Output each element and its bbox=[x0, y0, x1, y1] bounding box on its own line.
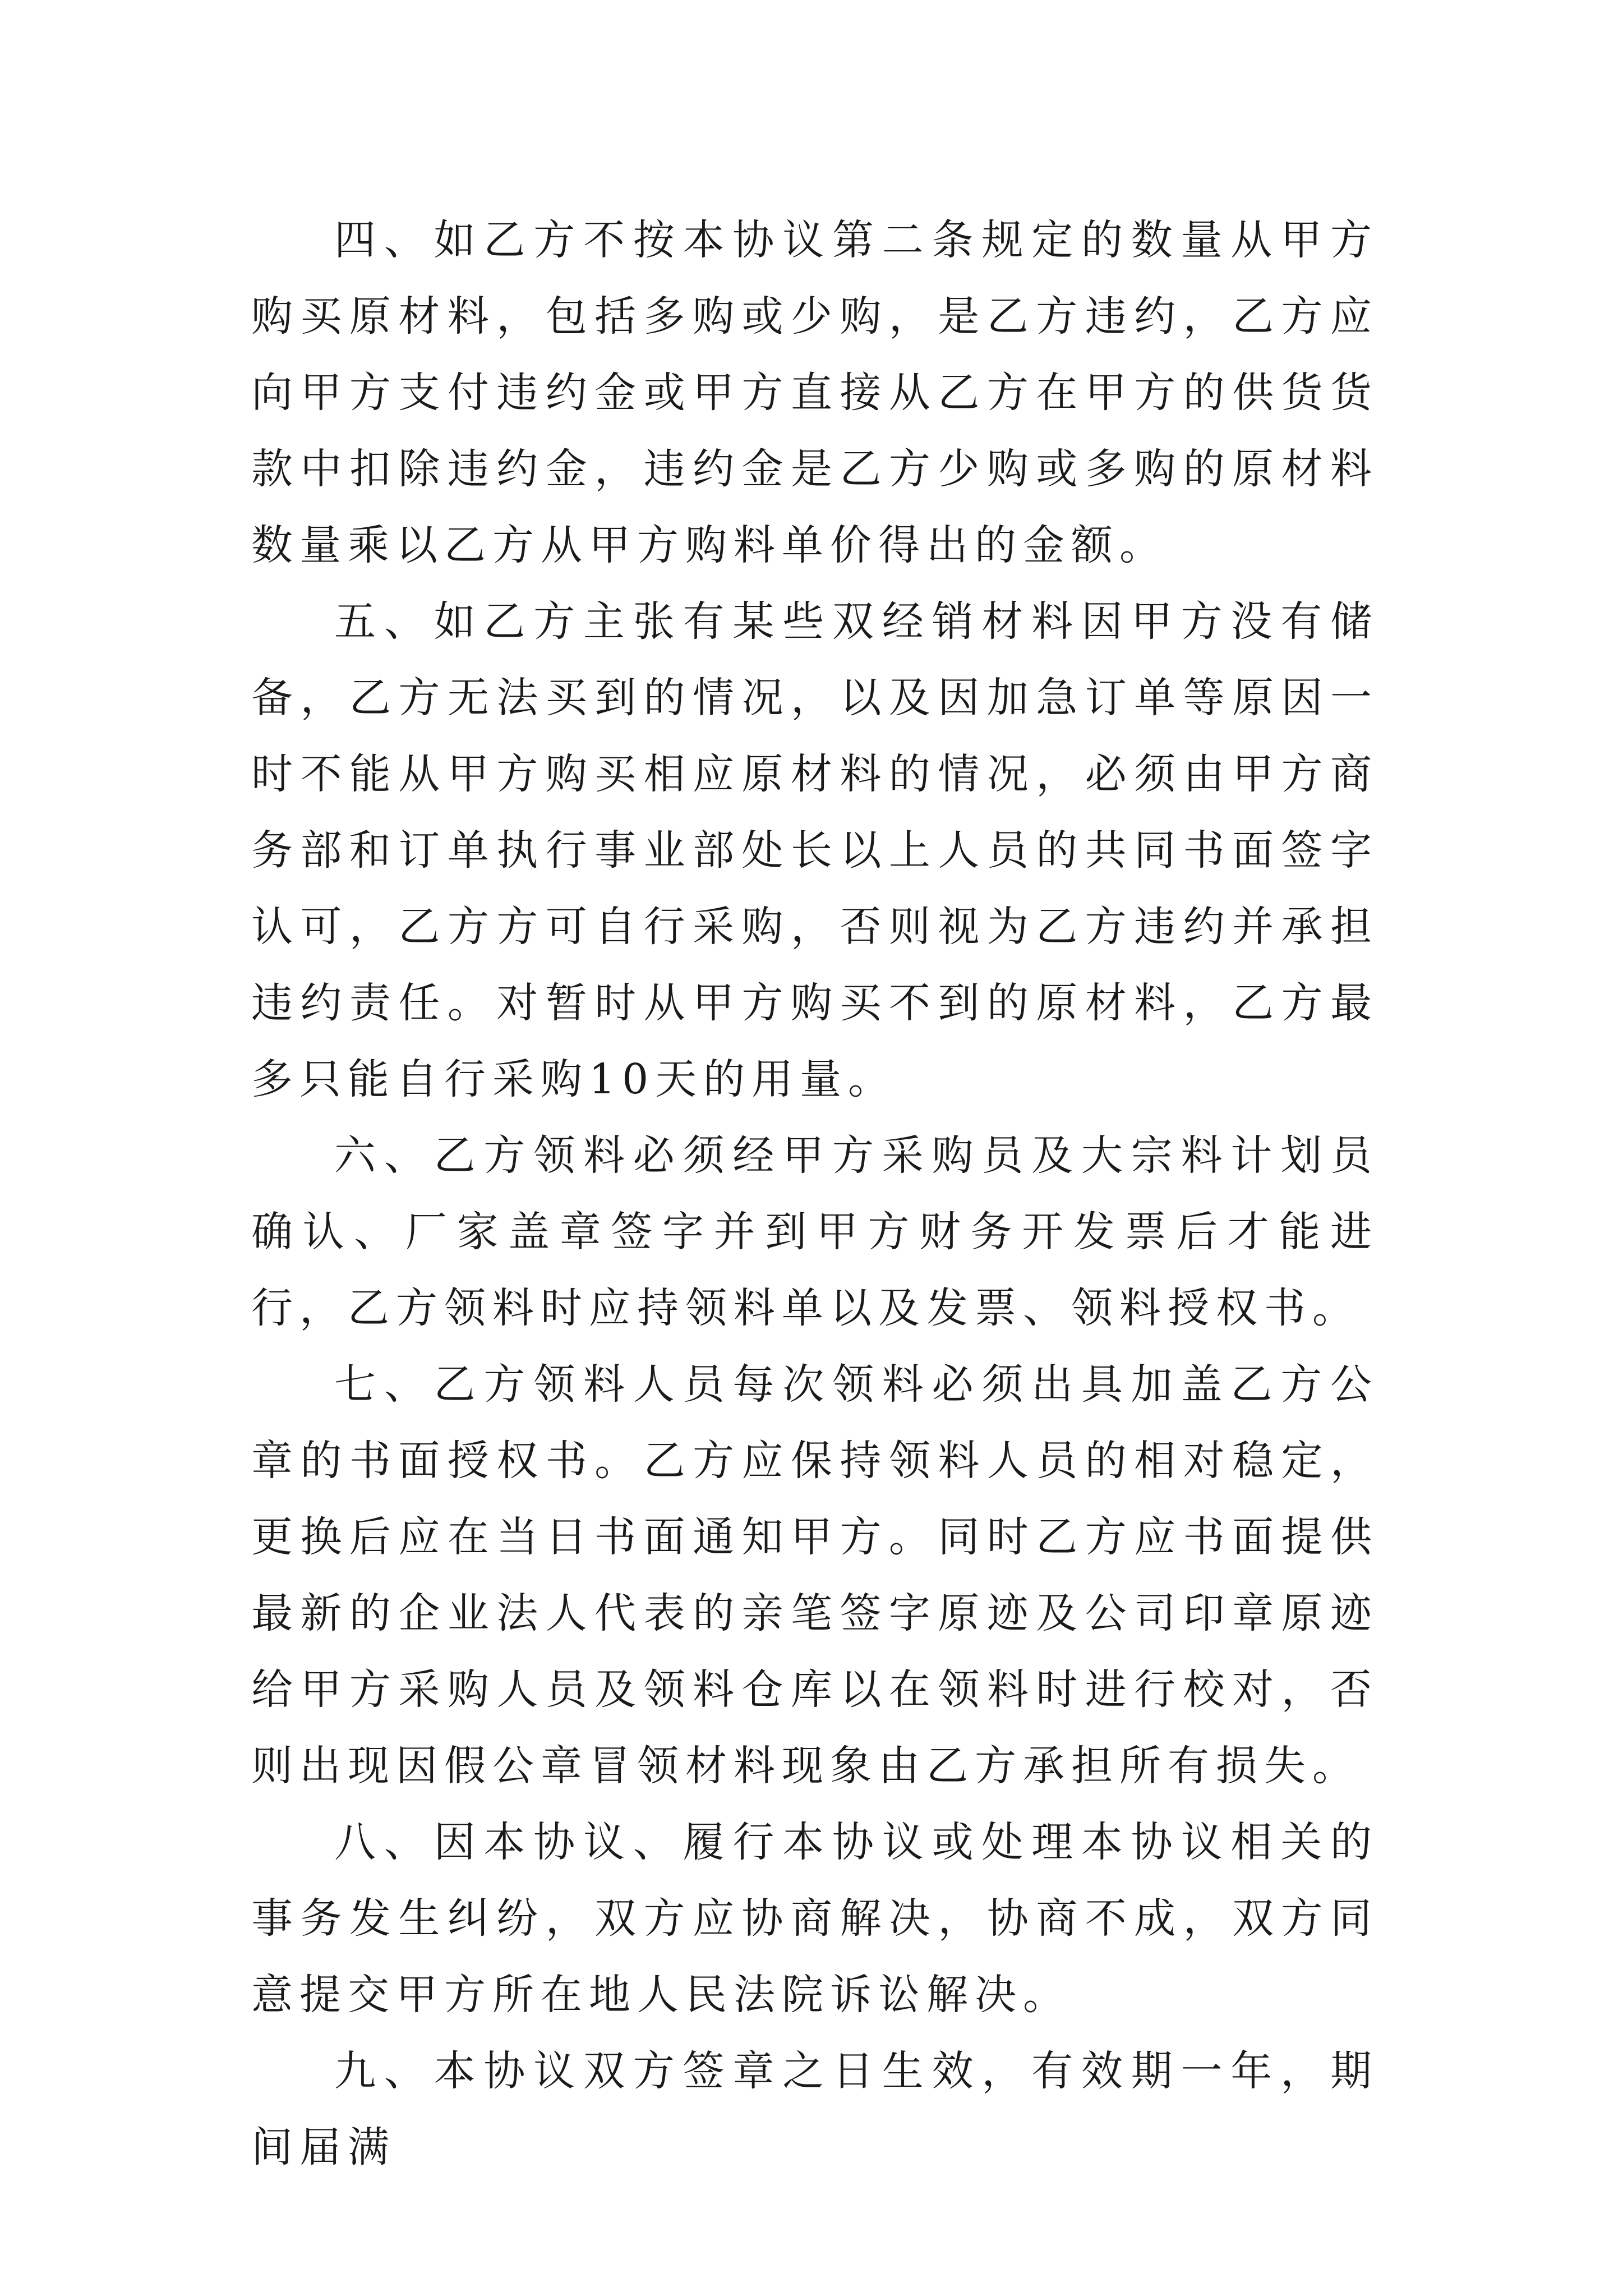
clause-4-paragraph: 四、如乙方不按本协议第二条规定的数量从甲方购买原材料，包括多购或少购，是乙方违约，乙方应向甲方支付违约金或甲方直接从乙方在甲方的供货货款中扣除违约金，违约金是乙方少购或多购的原材料数量乘以乙方从甲方购料单价得出的金额。 bbox=[251, 216, 1378, 569]
clause-5-paragraph: 五、如乙方主张有某些双经销材料因甲方没有储备，乙方无法买到的情况，以及因加急订单等原因一时不能从甲方购买相应原材料的情况，必须由甲方商务部和订单执行事业部处长以上人员的共同书面签字认可，乙方方可自行采购，否则视为乙方违约并承担违约责任。对暂时从甲方购买不到的原材料，乙方最多只能自行采购10天的用量。 bbox=[251, 597, 1378, 1103]
clause-8-paragraph: 八、因本协议、履行本协议或处理本协议相关的事务发生纠纷，双方应协商解决，协商不成，双方同意提交甲方所在地人民法院诉讼解决。 bbox=[251, 1818, 1378, 2019]
clause-7-paragraph: 七、乙方领料人员每次领料必须出具加盖乙方公章的书面授权书。乙方应保持领料人员的相对稳定，更换后应在当日书面通知甲方。同时乙方应书面提供最新的企业法人代表的亲笔签字原迹及公司印章原迹给甲方采购人员及领料仓库以在领料时进行校对，否则出现因假公章冒领材料现象由乙方承担所有损失。 bbox=[251, 1360, 1378, 1790]
document-body bbox=[251, 202, 1378, 2185]
clause-6-paragraph: 六、乙方领料必须经甲方采购员及大宗料计划员确认、厂家盖章签字并到甲方财务开发票后才能进行，乙方领料时应持领料单以及发票、领料授权书。 bbox=[251, 1131, 1378, 1332]
clause-9-paragraph: 九、本协议双方签章之日生效，有效期一年，期间届满 bbox=[251, 2047, 1378, 2171]
